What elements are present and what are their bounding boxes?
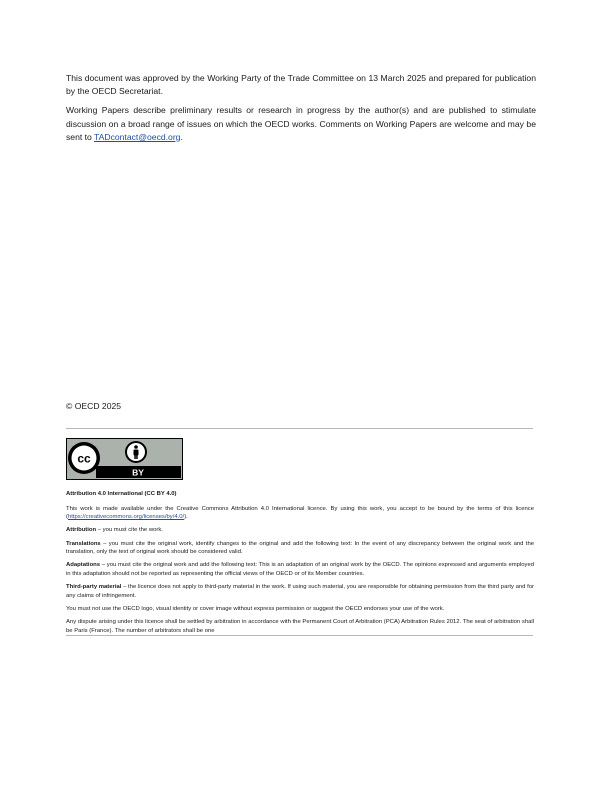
working-papers-text: Working Papers describe preliminary results or research in progress by the author(s) and are published to stimulate discussion on a broad range of issues on which the OECD works. Comments on Working Papers are welcome and may be sent to (66, 105, 536, 142)
period: . (180, 131, 183, 142)
translations-label: Translations (66, 540, 101, 547)
cc-by-badge (66, 438, 183, 480)
licence-heading: Attribution 4.0 International (CC BY 4.0) (66, 491, 177, 497)
adaptations-text: – you must cite the original work and add the following text: This is an adaptation of an original work by the OECD. The opinions expressed and arguments employed in this adaptation should not be reported as representing the official views of the OECD or of its Member countries. (66, 562, 534, 577)
by-label: BY (132, 467, 144, 478)
attribution-label: Attribution (66, 527, 97, 534)
third-party-paragraph (66, 583, 534, 600)
licence-url-link[interactable]: https://creativecommons.org/licenses/by/4.0/ (67, 514, 185, 521)
cc-letters: cc (77, 451, 91, 466)
third-party-label: Third-party material (66, 584, 122, 591)
divider-bottom (66, 635, 533, 636)
translations-text: – you must cite the original work, identify changes to the original and add the following text: In the event of any discrepancy between the original work and the translation, only the text of original work should be considered valid. (66, 540, 534, 556)
contact-email-link[interactable]: TADcontact@oecd.org (94, 131, 181, 142)
logo-use-paragraph: You must not use the OECD logo, visual identity or cover image without express permission or suggest the OECD endorses your use of the work. (66, 605, 445, 612)
intro-section (66, 72, 536, 150)
working-papers-paragraph (66, 104, 536, 144)
licence-intro-end: ). (184, 514, 188, 521)
creative-commons-icon (68, 442, 100, 474)
dispute-paragraph: Any dispute arising under this licence shall be settled by arbitration in accordance with the Permanent Court of Arbitration (PCA) Arbitration Rules 2012. The seat of arbitration shall be Paris (France). The number of arbitrators shall be one (66, 619, 534, 634)
licence-intro (66, 505, 534, 522)
divider-top (66, 428, 533, 429)
third-party-text: – the licence does not apply to third-party material in the work. If using such material, you are responsible for obtaining permission from the third party and for any claims of infringement. (66, 584, 534, 599)
attribution-paragraph (66, 526, 534, 535)
adaptations-paragraph (66, 561, 534, 578)
attribution-text: – you must cite the work. (96, 527, 163, 534)
adaptations-label: Adaptations (66, 562, 101, 569)
attribution-person-icon (125, 441, 147, 463)
translations-paragraph (66, 540, 534, 557)
approval-paragraph: This document was approved by the Working Party of the Trade Committee on 13 March 2025 and prepared for publication by the OECD Secretariat. (66, 73, 536, 97)
licence-intro-text: This work is made available under the Creative Commons Attribution 4.0 International licence. By using this work, you accept to be bound by the terms of this licence ( (66, 505, 534, 521)
copyright-notice: © OECD 2025 (66, 401, 122, 411)
licence-section (66, 490, 534, 640)
